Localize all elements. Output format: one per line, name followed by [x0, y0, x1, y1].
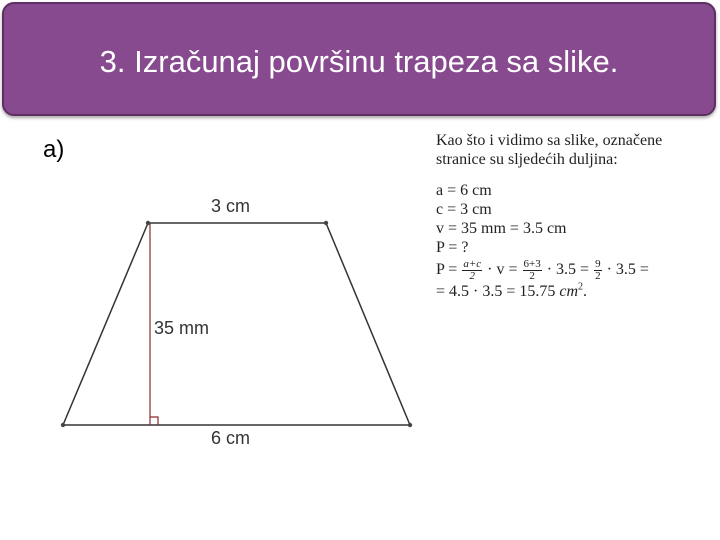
height-label: 35 mm [154, 318, 210, 338]
result-end: . [583, 283, 588, 300]
result-exponent: 2 [578, 281, 584, 293]
solution-intro-line-1: Kao što i vidimo sa slike, označene [436, 132, 663, 149]
vertex-top-left [146, 221, 150, 225]
area-unknown: P = ? [436, 239, 469, 256]
top-side-label: 3 cm [211, 196, 251, 216]
side-a-value: a = 6 cm [436, 182, 492, 199]
vertex-top-right [324, 221, 328, 225]
bottom-side-label: 6 cm [211, 428, 251, 448]
area-result-line [436, 282, 711, 301]
trapezoid-right-side [326, 223, 410, 425]
result-value: = 4.5 · 3.5 = 15.75 [436, 283, 556, 300]
area-formula-line [436, 259, 711, 282]
fraction-9-over-2: $\frac{9}{2}$ [595, 258, 601, 282]
result-unit: cm [559, 283, 579, 300]
side-c-value: c = 3 cm [436, 201, 492, 218]
formula-times-35-a: · 3.5 = [546, 261, 590, 279]
solution-text [436, 131, 711, 301]
formula-times-35-b: · 3.5 = [606, 261, 649, 279]
formula-times-v: · v = [487, 261, 518, 279]
vertex-bottom-right [408, 423, 412, 427]
fraction-a-plus-c: $\frac{a+c}{2}$ [463, 258, 482, 282]
right-angle-marker [150, 417, 158, 425]
height-value: v = 35 mm = 3.5 cm [436, 220, 567, 237]
slide-title: 3. Izračunaj površinu trapeza sa slike. [99, 44, 619, 79]
solution-intro-line-2: stranice su sljedećih duljina: [436, 151, 618, 168]
fraction-6-plus-3: $\frac{6+3}{2}$ [523, 258, 541, 282]
part-label: a) [43, 136, 65, 163]
trapezoid-left-side [63, 223, 148, 425]
vertex-bottom-left [61, 423, 65, 427]
formula-lhs: P = [436, 261, 458, 279]
